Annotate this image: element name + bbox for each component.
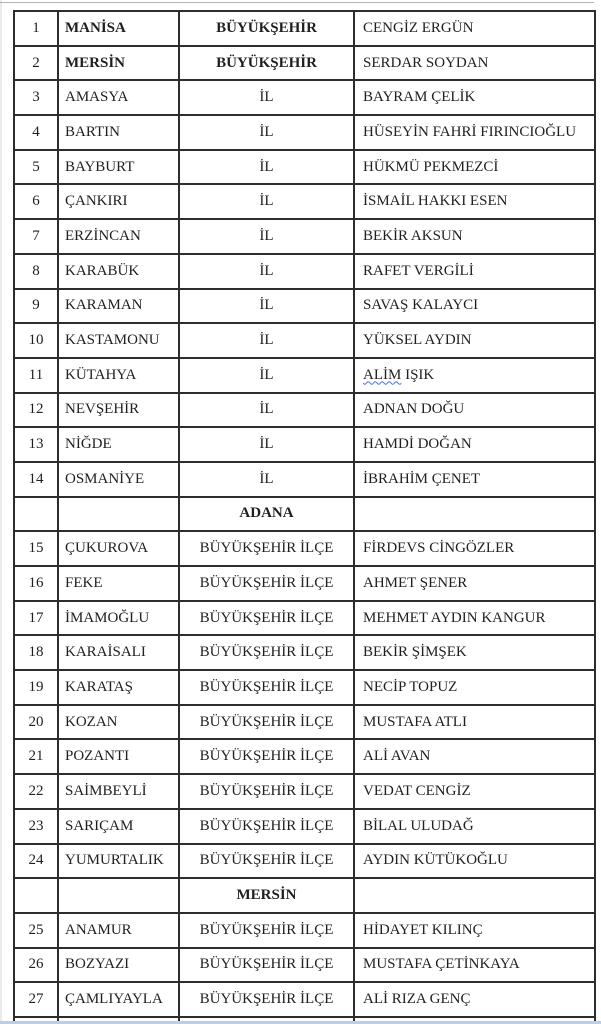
table-row	[14, 809, 595, 844]
row-number-cell: 23	[14, 809, 58, 844]
district-cell: BOZYAZI	[58, 948, 179, 983]
type-cell: BÜYÜKŞEHİR İLÇE	[179, 601, 354, 636]
name-cell: CENGİZ ERGÜN	[354, 11, 595, 46]
name-cell	[354, 878, 595, 913]
row-number-cell: 27	[14, 982, 58, 1017]
district-cell: KARABÜK	[58, 254, 179, 289]
name-cell: NECİP TOPUZ	[354, 670, 595, 705]
table-row	[14, 635, 595, 670]
type-cell: BÜYÜKŞEHİR İLÇE	[179, 982, 354, 1017]
district-cell: BARTIN	[58, 115, 179, 150]
type-cell: BÜYÜKŞEHİR İLÇE	[179, 566, 354, 601]
table-row	[14, 982, 595, 1017]
district-cell: KARATAŞ	[58, 670, 179, 705]
name-cell: BEKİR AKSUN	[354, 219, 595, 254]
type-cell: BÜYÜKŞEHİR İLÇE	[179, 774, 354, 809]
page-left-edge	[0, 0, 2, 1024]
type-cell: BÜYÜKŞEHİR	[179, 46, 354, 81]
name-cell: AHMET ŞENER	[354, 566, 595, 601]
row-number-cell	[14, 497, 58, 532]
row-number-cell	[14, 878, 58, 913]
table-row	[14, 323, 595, 358]
name-cell: SAVAŞ KALAYCI	[354, 289, 595, 324]
district-cell: ANAMUR	[58, 913, 179, 948]
district-cell: OSMANİYE	[58, 462, 179, 497]
name-cell: ALİ RIZA GENÇ	[354, 982, 595, 1017]
row-number-cell: 15	[14, 531, 58, 566]
type-cell: BÜYÜKŞEHİR İLÇE	[179, 705, 354, 740]
table-row	[14, 80, 595, 115]
row-number-cell: 26	[14, 948, 58, 983]
type-cell: İL	[179, 323, 354, 358]
row-number-cell: 22	[14, 774, 58, 809]
type-cell: BÜYÜKŞEHİR İLÇE	[179, 809, 354, 844]
type-cell: BÜYÜKŞEHİR	[179, 11, 354, 46]
row-number-cell: 18	[14, 635, 58, 670]
table-row	[14, 670, 595, 705]
name-cell	[354, 497, 595, 532]
table-row	[14, 427, 595, 462]
type-cell: BÜYÜKŞEHİR İLÇE	[179, 913, 354, 948]
district-cell: KASTAMONU	[58, 323, 179, 358]
row-number-cell: 9	[14, 289, 58, 324]
row-number-cell: 14	[14, 462, 58, 497]
name-cell: HÜSEYİN FAHRİ FIRINCIOĞLU	[354, 115, 595, 150]
name-cell: BAYRAM ÇELİK	[354, 80, 595, 115]
row-number-cell: 1	[14, 11, 58, 46]
district-cell: FEKE	[58, 566, 179, 601]
table-row	[14, 150, 595, 185]
name-cell: İSMAİL HAKKI ESEN	[354, 184, 595, 219]
name-cell: BİLAL ULUDAĞ	[354, 809, 595, 844]
table-row	[14, 11, 595, 46]
district-cell: POZANTI	[58, 739, 179, 774]
row-number-cell: 13	[14, 427, 58, 462]
table-row	[14, 739, 595, 774]
table-row	[14, 46, 595, 81]
table-row	[14, 913, 595, 948]
name-cell: MEHMET AYDIN KANGUR	[354, 601, 595, 636]
type-cell: BÜYÜKŞEHİR İLÇE	[179, 948, 354, 983]
type-cell: BÜYÜKŞEHİR İLÇE	[179, 670, 354, 705]
name-cell: MUSTAFA ATLI	[354, 705, 595, 740]
district-cell: YUMURTALIK	[58, 844, 179, 879]
type-cell: İL	[179, 289, 354, 324]
district-cell: SAİMBEYLİ	[58, 774, 179, 809]
row-number-cell: 24	[14, 844, 58, 879]
district-cell: KARAMAN	[58, 289, 179, 324]
row-number-cell: 25	[14, 913, 58, 948]
type-cell: BÜYÜKŞEHİR İLÇE	[179, 844, 354, 879]
table-row	[14, 601, 595, 636]
type-cell: BÜYÜKŞEHİR İLÇE	[179, 739, 354, 774]
type-cell: İL	[179, 115, 354, 150]
section-label-cell: MERSİN	[179, 878, 354, 913]
table-row	[14, 566, 595, 601]
name-cell: SERDAR SOYDAN	[354, 46, 595, 81]
district-cell: AMASYA	[58, 80, 179, 115]
district-cell: ERZİNCAN	[58, 219, 179, 254]
table-row	[14, 705, 595, 740]
table-row	[14, 774, 595, 809]
district-cell: SARIÇAM	[58, 809, 179, 844]
type-cell: İL	[179, 150, 354, 185]
district-cell	[58, 497, 179, 532]
table-row	[14, 219, 595, 254]
type-cell: İL	[179, 393, 354, 428]
type-cell: BÜYÜKŞEHİR İLÇE	[179, 635, 354, 670]
section-row	[14, 497, 595, 532]
district-cell: MANİSA	[58, 11, 179, 46]
row-number-cell: 5	[14, 150, 58, 185]
type-cell: İL	[179, 254, 354, 289]
row-number-cell: 8	[14, 254, 58, 289]
name-cell: VEDAT CENGİZ	[354, 774, 595, 809]
name-cell: FİRDEVS CİNGÖZLER	[354, 531, 595, 566]
district-cell: ÇANKIRI	[58, 184, 179, 219]
name-cell: BEKİR ŞİMŞEK	[354, 635, 595, 670]
row-number-cell: 20	[14, 705, 58, 740]
table-row	[14, 358, 595, 393]
table-row	[14, 462, 595, 497]
district-cell: KOZAN	[58, 705, 179, 740]
table-row	[14, 115, 595, 150]
row-number-cell: 12	[14, 393, 58, 428]
type-cell: İL	[179, 358, 354, 393]
district-cell: MERSİN	[58, 46, 179, 81]
row-number-cell: 4	[14, 115, 58, 150]
previous-row-rule	[0, 2, 594, 3]
type-cell: İL	[179, 462, 354, 497]
district-cell	[58, 878, 179, 913]
name-cell: MUSTAFA ÇETİNKAYA	[354, 948, 595, 983]
table-row	[14, 289, 595, 324]
type-cell: İL	[179, 184, 354, 219]
row-number-cell: 11	[14, 358, 58, 393]
district-cell: NEVŞEHİR	[58, 393, 179, 428]
row-number-cell: 10	[14, 323, 58, 358]
row-number-cell: 7	[14, 219, 58, 254]
row-number-cell: 3	[14, 80, 58, 115]
name-cell: HÜKMÜ PEKMEZCİ	[354, 150, 595, 185]
name-cell: AYDIN KÜTÜKOĞLU	[354, 844, 595, 879]
section-label-cell: ADANA	[179, 497, 354, 532]
name-cell: HAMDİ DOĞAN	[354, 427, 595, 462]
table-row	[14, 393, 595, 428]
name-cell: ADNAN DOĞU	[354, 393, 595, 428]
name-cell: ALİ AVAN	[354, 739, 595, 774]
row-number-cell: 16	[14, 566, 58, 601]
table-row	[14, 184, 595, 219]
district-cell: KÜTAHYA	[58, 358, 179, 393]
name-cell: İBRAHİM ÇENET	[354, 462, 595, 497]
appointments-table	[13, 10, 596, 1024]
table-row	[14, 844, 595, 879]
type-cell: İL	[179, 80, 354, 115]
type-cell: İL	[179, 219, 354, 254]
table-row	[14, 948, 595, 983]
district-cell: ÇAMLIYAYLA	[58, 982, 179, 1017]
spellcheck-underlined-word: ALİM	[363, 366, 402, 383]
type-cell: BÜYÜKŞEHİR İLÇE	[179, 531, 354, 566]
name-cell: YÜKSEL AYDIN	[354, 323, 595, 358]
district-cell: KARAİSALI	[58, 635, 179, 670]
row-number-cell: 21	[14, 739, 58, 774]
name-cell: RAFET VERGİLİ	[354, 254, 595, 289]
row-number-cell: 2	[14, 46, 58, 81]
table-row	[14, 254, 595, 289]
district-cell: ÇUKUROVA	[58, 531, 179, 566]
appointments-table-container	[13, 10, 594, 1024]
name-cell: HİDAYET KILINÇ	[354, 913, 595, 948]
section-row	[14, 878, 595, 913]
row-number-cell: 17	[14, 601, 58, 636]
district-cell: NİĞDE	[58, 427, 179, 462]
district-cell: BAYBURT	[58, 150, 179, 185]
row-number-cell: 6	[14, 184, 58, 219]
appointments-table-body	[14, 11, 595, 1024]
district-cell: İMAMOĞLU	[58, 601, 179, 636]
table-row	[14, 531, 595, 566]
row-number-cell: 19	[14, 670, 58, 705]
type-cell: İL	[179, 427, 354, 462]
name-cell: ALİM IŞIK	[354, 358, 595, 393]
